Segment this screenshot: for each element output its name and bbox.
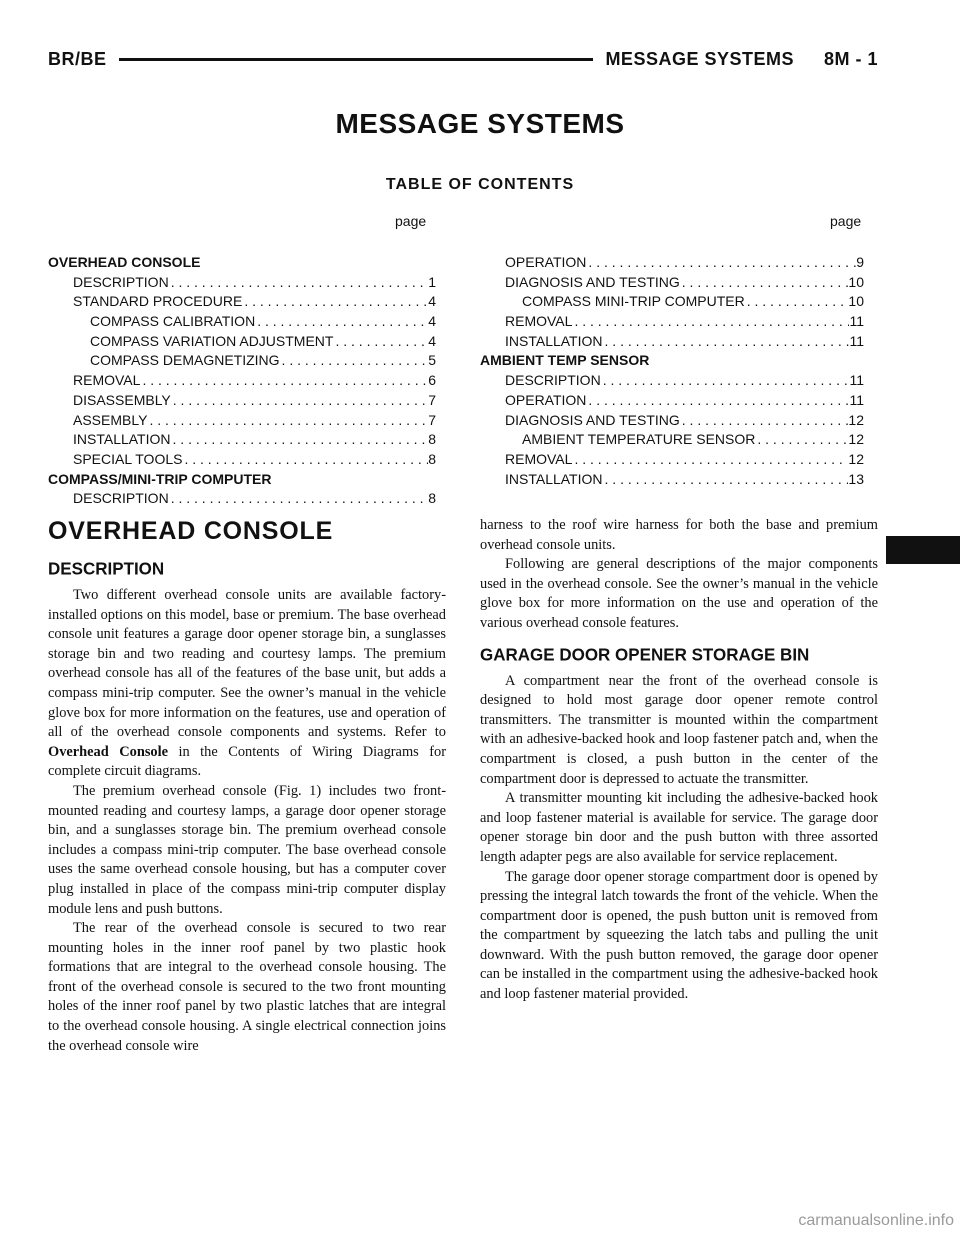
toc-entry-label: OVERHEAD CONSOLE	[48, 254, 201, 270]
toc-section	[48, 471, 436, 491]
toc-entry-page: 11	[849, 313, 864, 330]
section-tab-marker	[886, 536, 960, 564]
toc-entry	[48, 274, 436, 294]
toc-title: TABLE OF CONTENTS	[385, 176, 575, 193]
toc-entry-page: 8	[428, 450, 436, 467]
toc-leader-dots	[171, 392, 428, 408]
toc-entry	[480, 412, 864, 432]
toc-entry-page: 10	[848, 293, 864, 310]
toc-leader-dots	[586, 392, 849, 408]
toc-entry-page: 6	[428, 372, 436, 389]
toc-entry	[48, 490, 436, 510]
toc-leader-dots	[255, 313, 428, 329]
toc-left-column	[48, 254, 436, 510]
toc-entry-page: 11	[849, 372, 864, 389]
toc-entry	[480, 471, 864, 491]
toc-leader-dots	[140, 372, 428, 388]
toc-entry-page: 10	[848, 273, 864, 290]
toc-page-label-right: page	[830, 213, 862, 229]
toc-entry	[48, 431, 436, 451]
toc-entry-page: 13	[848, 470, 864, 487]
toc-entry	[48, 412, 436, 432]
paragraph	[48, 586, 446, 782]
toc-entry-label: INSTALLATION	[505, 332, 603, 349]
toc-entry-label: DISASSEMBLY	[73, 391, 171, 408]
reference-bold: Overhead Console	[48, 743, 169, 760]
toc-leader-dots	[603, 333, 850, 349]
toc-entry-label: DESCRIPTION	[505, 372, 601, 389]
toc-leader-dots	[333, 333, 428, 349]
toc-entry	[48, 372, 436, 392]
toc-entry	[480, 392, 864, 412]
paragraph: The garage door opener storage compartment door is opened by pressing the integral latch towards the front of the vehicle. When the compartment door is opened, the push button unit is removed from the compartment by squeezing the latch tabs and pulling the unit downward. With the push button removed, the garage door opener can be installed in the compartment using the adhesive-backed hook and loop fastener material provided.	[480, 868, 878, 1003]
paragraph-continued: harness to the roof wire harness for both the base and premium overhead console units.	[480, 517, 878, 553]
toc-entry	[48, 333, 436, 353]
toc-section	[480, 352, 864, 372]
toc-entry-label: INSTALLATION	[505, 470, 603, 487]
toc-leader-dots	[601, 372, 850, 388]
watermark: carmanualsonline.info	[798, 1212, 954, 1229]
toc-entry-page: 5	[428, 352, 436, 369]
toc-entry-page: 8	[428, 490, 436, 507]
toc-entry	[480, 333, 864, 353]
toc-entry	[480, 313, 864, 333]
toc-entry-label: REMOVAL	[505, 450, 573, 467]
model-code: BR/BE	[48, 48, 107, 69]
toc-leader-dots	[572, 451, 848, 467]
toc-entry	[480, 293, 864, 313]
toc-leader-dots	[169, 274, 428, 290]
toc-entry-label: OPERATION	[505, 254, 587, 270]
page-title: MESSAGE SYSTEMS	[335, 108, 625, 139]
section-name: MESSAGE SYSTEMS	[605, 48, 794, 69]
toc-entry-page: 4	[428, 293, 436, 310]
toc-entry-page: 12	[848, 450, 864, 467]
toc-entry-page: 11	[849, 391, 864, 408]
toc-leader-dots	[603, 471, 849, 487]
toc-entry	[48, 293, 436, 313]
paragraph: A compartment near the front of the overhead console is designed to hold most garage door opener remote control transmitters. The transmitter is mounted within the compartment with an adhesive-backed hook and loop fastener patch and, when the compartment is closed, a push button in the center of the compartment door is depressed to actuate the transmitter.	[480, 672, 878, 787]
body-column-right	[480, 516, 878, 1005]
toc-right-column	[480, 254, 864, 490]
toc-entry	[48, 392, 436, 412]
toc-entry	[48, 313, 436, 333]
toc-leader-dots	[572, 313, 849, 329]
toc-leader-dots	[586, 254, 856, 270]
toc-entry-page: 7	[428, 411, 436, 428]
description-heading: DESCRIPTION	[48, 558, 165, 579]
page-header	[48, 46, 878, 72]
header-right	[605, 49, 878, 70]
toc-entry-label: COMPASS MINI-TRIP COMPUTER	[522, 293, 745, 310]
toc-leader-dots	[755, 431, 848, 447]
toc-leader-dots	[680, 412, 849, 428]
toc-entry-page: 11	[849, 332, 864, 349]
toc-entry-label: STANDARD PROCEDURE	[73, 293, 243, 310]
toc-entry	[480, 254, 864, 274]
toc-entry-page: 7	[428, 391, 436, 408]
toc-entry-label: COMPASS CALIBRATION	[90, 313, 256, 330]
toc-leader-dots	[242, 293, 428, 309]
toc-entry-label: AMBIENT TEMPERATURE SENSOR	[522, 431, 756, 448]
toc-leader-dots	[745, 293, 849, 309]
paragraph: The rear of the overhead console is secured to two rear mounting holes in the inner roof panel by two plastic hook formations that are integral to the overhead console housing. The front of the overhead console is secured to the two front mounting holes of the inner roof panel by two plastic latches that are integral to the overhead console housing. A single electrical connection joins the overhead console wire	[48, 920, 446, 1054]
garage-door-heading: GARAGE DOOR OPENER STORAGE BIN	[480, 644, 810, 665]
toc-entry-label: COMPASS DEMAGNETIZING	[90, 352, 280, 369]
paragraph: Following are general descriptions of the major components used in the overhead console. See the owner’s manual in the vehicle glove box for more information on the use and operation of the various overhead console features.	[480, 556, 878, 631]
toc-entry-page: 4	[428, 313, 436, 330]
toc-page-label-left: page	[395, 213, 427, 229]
toc-entry	[48, 352, 436, 372]
toc-entry-label: COMPASS/MINI-TRIP COMPUTER	[48, 470, 272, 487]
toc-entry-label: INSTALLATION	[73, 431, 171, 448]
toc-entry	[480, 274, 864, 294]
toc-entry-label: DIAGNOSIS AND TESTING	[505, 411, 680, 428]
header-rule	[119, 58, 594, 61]
toc-entry	[480, 451, 864, 471]
toc-entry-label: DIAGNOSIS AND TESTING	[505, 273, 680, 290]
paragraph-text: Two different overhead console units are available factory-installed options on this model, base or premium. The base overhead console unit features a garage door opener storage bin, a sunglasses storage bin and two reading and courtesy lamps. The premium overhead console has all of the features of the base unit, but adds a compass mini-trip computer. See the owner’s manual in the vehicle glove box for more information on the features, use and operation of all of the overhead console components and systems. Refer to	[48, 587, 446, 741]
toc-leader-dots	[680, 274, 849, 290]
toc-entry-label: ASSEMBLY	[73, 411, 148, 428]
toc-entry	[480, 431, 864, 451]
toc-entry-label: REMOVAL	[505, 313, 573, 330]
toc-entry-page: 8	[428, 431, 436, 448]
toc-entry-page: 12	[848, 431, 864, 448]
toc-entry-label: SPECIAL TOOLS	[73, 450, 183, 467]
toc-entry-label: DESCRIPTION	[73, 490, 169, 507]
toc-entry	[48, 451, 436, 471]
toc-leader-dots	[147, 412, 428, 428]
toc-leader-dots	[280, 352, 428, 368]
toc-entry-label: REMOVAL	[73, 372, 141, 389]
toc-entry-page: 9	[856, 254, 864, 270]
toc-leader-dots	[169, 490, 428, 506]
toc-entry-label: DESCRIPTION	[73, 273, 169, 290]
body-column-left	[48, 516, 446, 1056]
toc-leader-dots	[182, 451, 428, 467]
toc-entry-page: 12	[848, 411, 864, 428]
toc-leader-dots	[171, 431, 428, 447]
toc-entry-label: OPERATION	[505, 391, 587, 408]
toc-entry-page: 1	[428, 273, 436, 290]
toc-entry-label: COMPASS VARIATION ADJUSTMENT	[90, 332, 334, 349]
toc-entry-page: 4	[428, 332, 436, 349]
toc-section	[48, 254, 436, 274]
paragraph: A transmitter mounting kit including the adhesive-backed hook and loop fastener material is available for service. The garage door opener storage bin door and the push button with three assorted length adapter pegs are also available for service replacement.	[480, 790, 878, 865]
paragraph-text: in the Contents of Wiring Diagrams for complete circuit diagrams.	[48, 743, 447, 780]
paragraph: The premium overhead console (Fig. 1) includes two front-mounted reading and courtesy lamps, a garage door opener storage bin, and a sunglasses storage bin. The premium overhead console includes a compass mini-trip computer. The base overhead console uses the same overhead console housing, but has a computer cover plug installed in place of the compass mini-trip computer display module lens and push buttons.	[48, 782, 446, 917]
toc-entry	[480, 372, 864, 392]
page-number: 8M - 1	[823, 48, 878, 69]
section-heading: OVERHEAD CONSOLE	[48, 517, 334, 545]
toc-entry-label: AMBIENT TEMP SENSOR	[480, 352, 650, 369]
